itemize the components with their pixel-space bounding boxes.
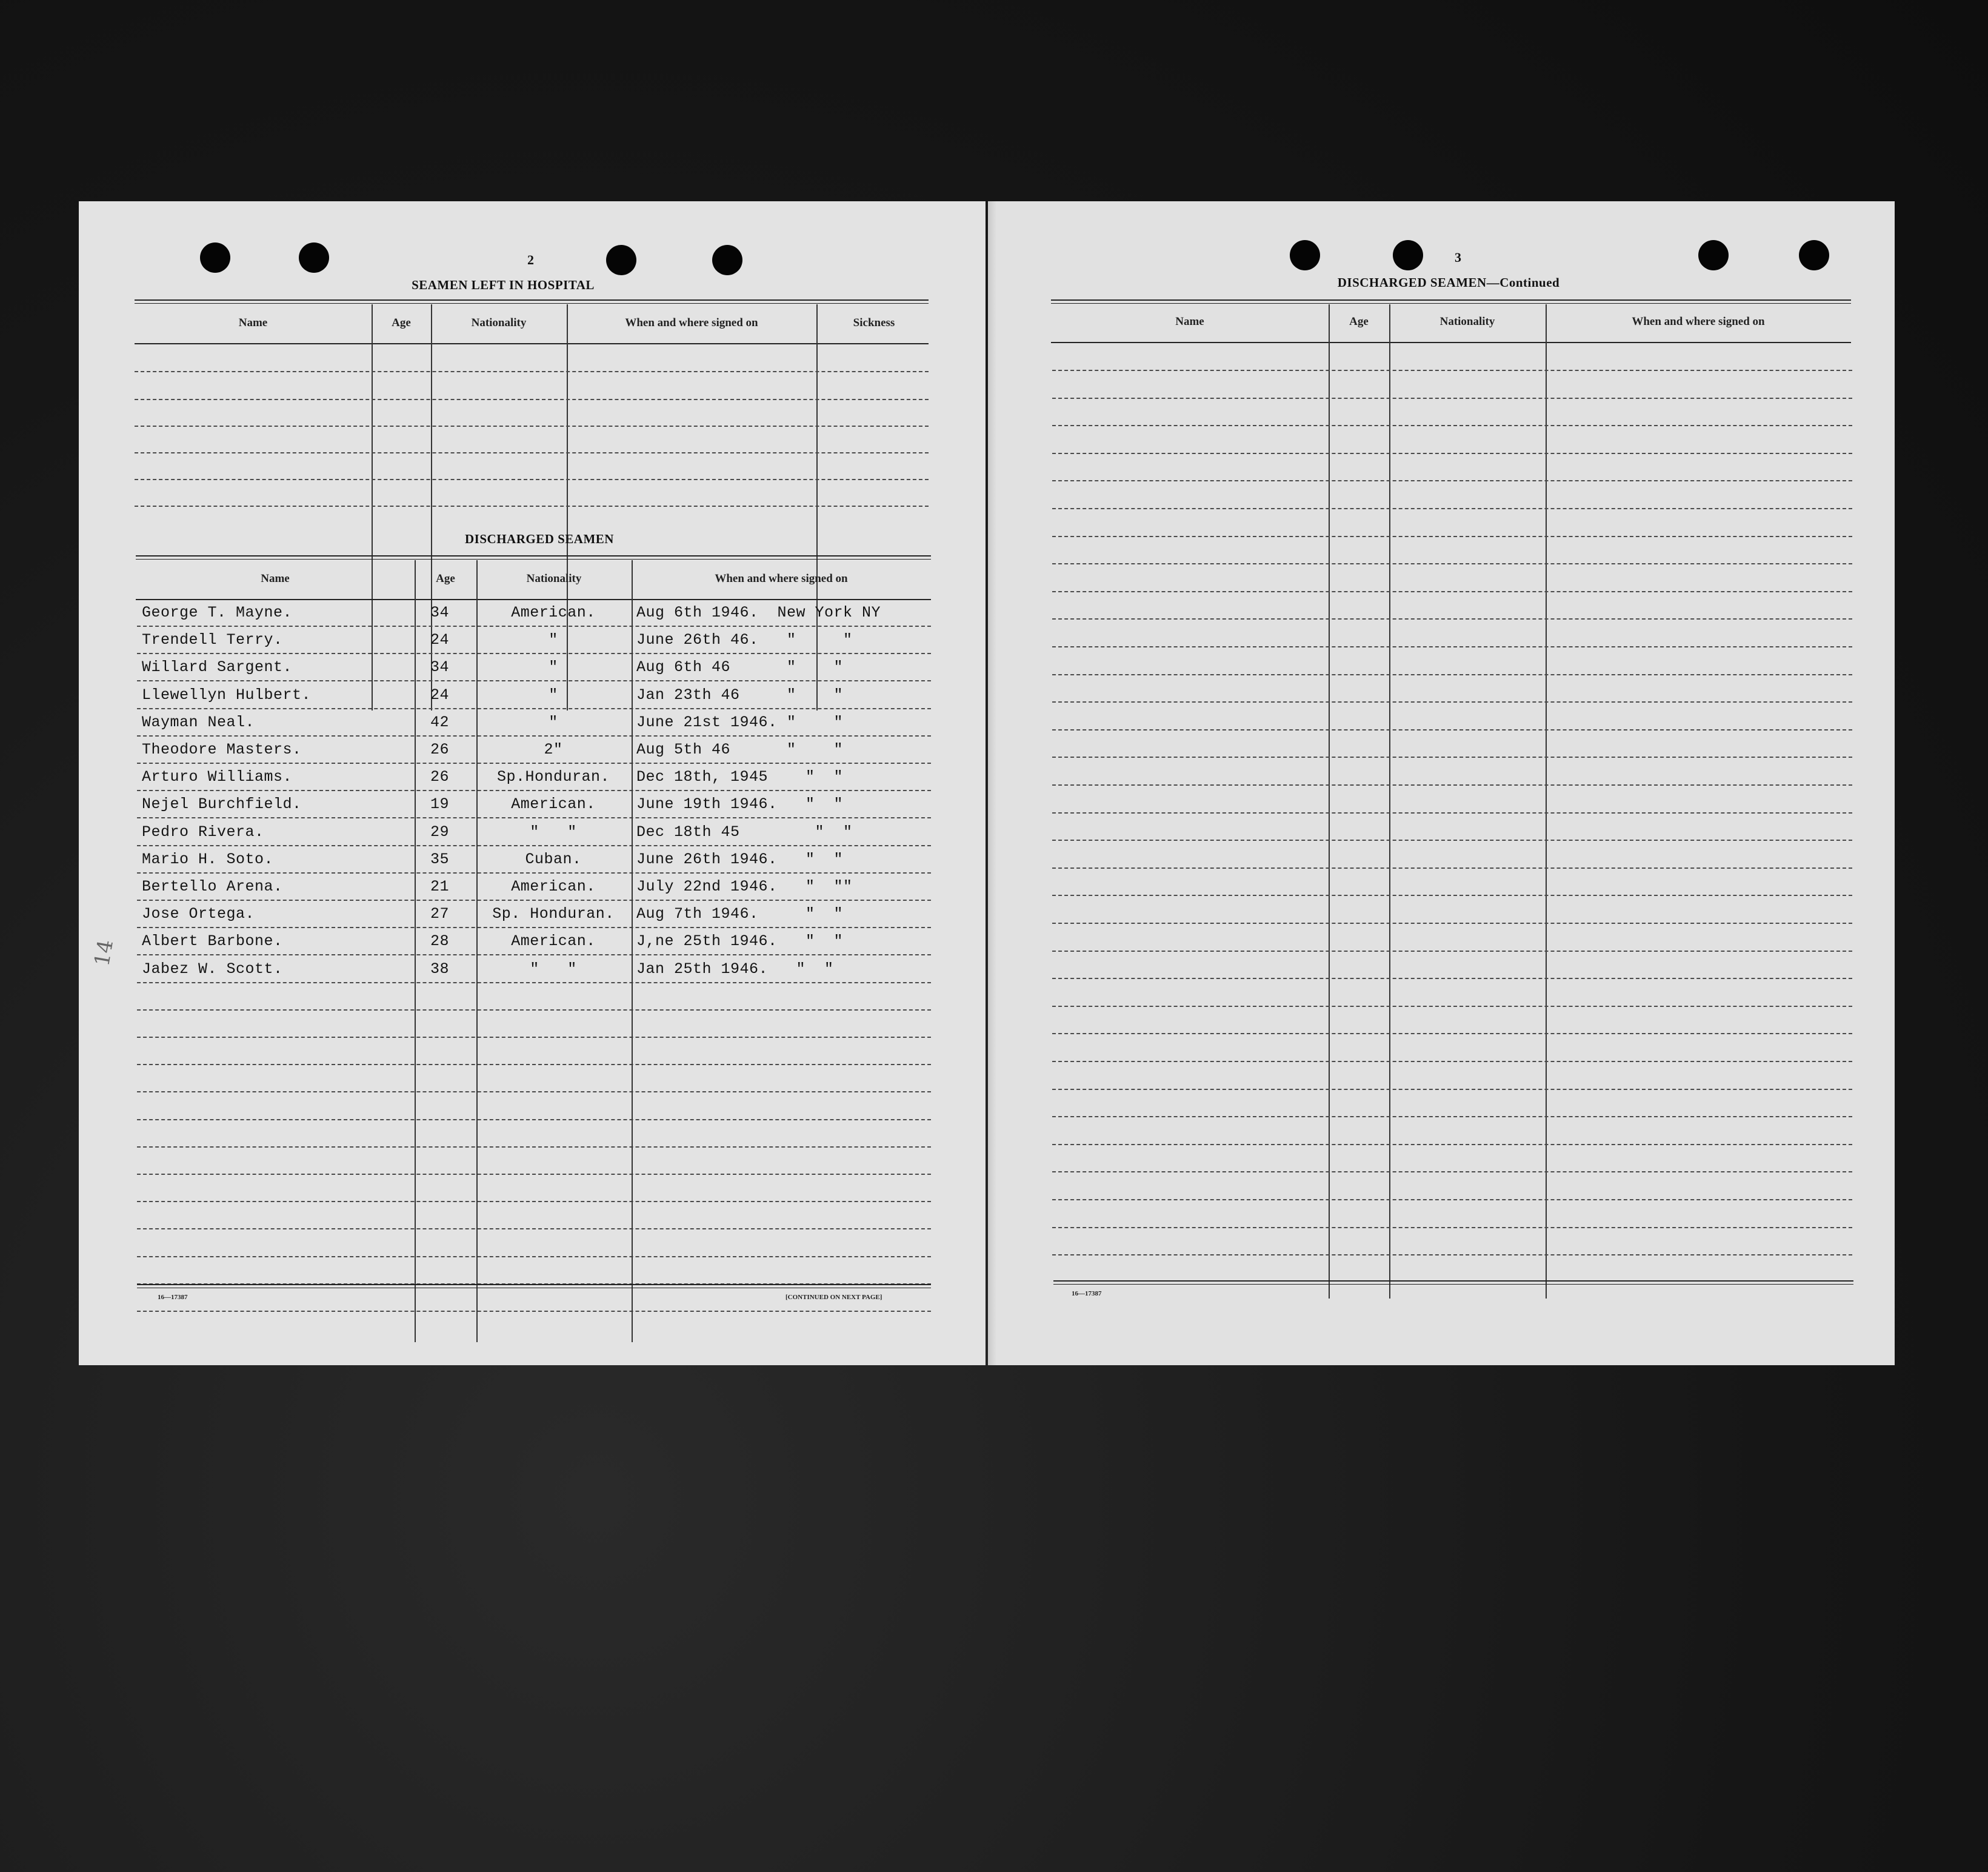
- table-row-line: [1052, 1199, 1852, 1200]
- table-row-line: [137, 1174, 931, 1175]
- table-row-line: [137, 790, 931, 791]
- table-cell-signed-on: Jan 23th 46 " ": [636, 686, 844, 704]
- table-cell-signed-on: June 26th 1946. " ": [636, 851, 844, 868]
- table-cell-nationality: Sp. Honduran.: [492, 905, 615, 923]
- discharged-section-title: DISCHARGED SEAMEN: [465, 532, 614, 546]
- right-page: [988, 201, 1895, 1365]
- table-cell-signed-on: Aug 6th 1946. New York NY: [636, 604, 881, 621]
- punch-hole: [606, 245, 636, 275]
- table-cell-signed-on: J,ne 25th 1946. " ": [636, 932, 844, 950]
- table-cell-signed-on: Jan 25th 1946. " ": [636, 960, 834, 978]
- punch-hole: [200, 242, 230, 273]
- punch-hole: [1393, 240, 1423, 270]
- table-cell-age: 38: [430, 960, 450, 978]
- table-cell-name: Wayman Neal.: [142, 714, 255, 731]
- table-row-line: [137, 1228, 931, 1229]
- table-row-line: [1052, 840, 1852, 841]
- table-row-line: [137, 763, 931, 764]
- punch-hole: [299, 242, 329, 273]
- table-cell-nationality: ": [549, 631, 558, 649]
- table-row-line: [1052, 1171, 1852, 1172]
- table-cell-name: Bertello Arena.: [142, 878, 283, 895]
- punch-hole: [712, 245, 742, 275]
- table-cell-nationality: ": [549, 658, 558, 676]
- column-header: Name: [1175, 315, 1204, 328]
- table-row-line: [137, 954, 931, 955]
- table-row-line: [137, 653, 931, 654]
- table-row-line: [1052, 591, 1852, 592]
- column-header: Age: [1349, 315, 1369, 328]
- table-row-line: [1052, 618, 1852, 620]
- table-cell-signed-on: June 21st 1946. " ": [636, 714, 844, 731]
- table-row-line: [1052, 398, 1852, 399]
- table-row-line: [1052, 674, 1852, 675]
- table-row-line: [137, 708, 931, 709]
- table-row-line: [137, 1091, 931, 1092]
- form-number: 16—17387: [1072, 1290, 1102, 1297]
- table-cell-age: 29: [430, 823, 450, 841]
- table-cell-name: Llewellyn Hulbert.: [142, 686, 312, 704]
- table-cell-nationality: " ": [530, 960, 577, 978]
- table-cell-age: 34: [430, 604, 450, 621]
- table-row-line: [1052, 1089, 1852, 1090]
- column-header: Nationality: [1439, 315, 1495, 328]
- table-row-line: [137, 1256, 931, 1257]
- table-cell-nationality: American.: [511, 795, 596, 813]
- table-row-line: [137, 1201, 931, 1202]
- column-header: When and where signed on: [715, 572, 848, 585]
- table-cell-signed-on: Aug 6th 46 " ": [636, 658, 844, 676]
- table-row-line: [137, 872, 931, 874]
- table-row-line: [1052, 370, 1852, 371]
- table-cell-name: Willard Sargent.: [142, 658, 293, 676]
- table-cell-age: 24: [430, 686, 450, 704]
- left-page: [79, 201, 986, 1365]
- table-row-line: [1052, 480, 1852, 481]
- column-header: Sickness: [853, 316, 895, 329]
- table-cell-age: 34: [430, 658, 450, 676]
- table-cell-name: Jose Ortega.: [142, 905, 255, 923]
- column-header: When and where signed on: [625, 316, 758, 329]
- continued-section-title: DISCHARGED SEAMEN—Continued: [1337, 275, 1560, 290]
- table-cell-age: 21: [430, 878, 450, 895]
- table-cell-signed-on: July 22nd 1946. " "": [636, 878, 853, 895]
- column-header: Name: [261, 572, 290, 585]
- table-cell-signed-on: June 19th 1946. " ": [636, 795, 844, 813]
- table-row-line: [1052, 1116, 1852, 1117]
- form-number: 16—17387: [158, 1294, 188, 1301]
- table-row-line: [1052, 729, 1852, 730]
- table-cell-name: Trendell Terry.: [142, 631, 283, 649]
- column-header: Name: [238, 316, 268, 329]
- table-cell-nationality: Cuban.: [525, 851, 582, 868]
- table-cell-age: 26: [430, 768, 450, 786]
- continued-note: [CONTINUED ON NEXT PAGE]: [786, 1294, 882, 1301]
- table-row-line: [1052, 923, 1852, 924]
- table-row-line: [1052, 646, 1852, 647]
- table-row-line: [1052, 536, 1852, 537]
- table-cell-signed-on: Aug 7th 1946. " ": [636, 905, 844, 923]
- table-row-line: [137, 1009, 931, 1011]
- table-cell-nationality: " ": [530, 823, 577, 841]
- punch-hole: [1799, 240, 1829, 270]
- handwritten-margin-note: 14: [90, 938, 119, 968]
- table-row-line: [1052, 1144, 1852, 1145]
- table-cell-nationality: Sp.Honduran.: [496, 768, 610, 786]
- table-cell-age: 42: [430, 714, 450, 731]
- table-cell-name: Arturo Williams.: [142, 768, 293, 786]
- table-row-line: [1052, 978, 1852, 979]
- table-row-line: [1052, 453, 1852, 454]
- table-cell-name: Mario H. Soto.: [142, 851, 274, 868]
- table-cell-name: Pedro Rivera.: [142, 823, 264, 841]
- table-cell-nationality: American.: [511, 932, 596, 950]
- column-header: Nationality: [471, 316, 527, 329]
- column-header: Age: [392, 316, 411, 329]
- table-row-line: [1052, 784, 1852, 786]
- table-row-line: [1052, 867, 1852, 869]
- table-row-line: [137, 1146, 931, 1148]
- table-cell-signed-on: Dec 18th, 1945 " ": [636, 768, 844, 786]
- table-cell-nationality: American.: [511, 878, 596, 895]
- table-row-line: [1052, 1254, 1852, 1255]
- table-row-line: [1052, 563, 1852, 564]
- table-row-line: [1052, 757, 1852, 758]
- table-row-line: [137, 680, 931, 681]
- column-header: When and where signed on: [1632, 315, 1765, 328]
- table-row-line: [137, 1064, 931, 1065]
- table-cell-name: Nejel Burchfield.: [142, 795, 302, 813]
- table-cell-name: Theodore Masters.: [142, 741, 302, 758]
- table-row-line: [1052, 425, 1852, 426]
- punch-hole: [1698, 240, 1729, 270]
- table-row-line: [1052, 812, 1852, 814]
- table-cell-nationality: American.: [511, 604, 596, 621]
- table-row-line: [137, 845, 931, 846]
- page-number: 2: [527, 252, 534, 267]
- table-cell-signed-on: June 26th 46. " ": [636, 631, 853, 649]
- table-row-line: [1052, 701, 1852, 703]
- table-cell-age: 24: [430, 631, 450, 649]
- table-row-line: [1052, 1006, 1852, 1007]
- table-cell-name: George T. Mayne.: [142, 604, 293, 621]
- table-row-line: [137, 900, 931, 901]
- column-header: Age: [436, 572, 455, 585]
- table-row-line: [137, 982, 931, 983]
- table-cell-name: Albert Barbone.: [142, 932, 283, 950]
- table-row-line: [1052, 1061, 1852, 1062]
- table-cell-signed-on: Dec 18th 45 " ": [636, 823, 853, 841]
- table-cell-age: 19: [430, 795, 450, 813]
- table-row-line: [1052, 951, 1852, 952]
- table-row-line: [137, 1119, 931, 1120]
- table-cell-signed-on: Aug 5th 46 " ": [636, 741, 844, 758]
- table-cell-age: 28: [430, 932, 450, 950]
- table-cell-age: 26: [430, 741, 450, 758]
- table-row-line: [137, 626, 931, 627]
- punch-hole: [1290, 240, 1320, 270]
- table-row-line: [137, 1311, 931, 1312]
- table-cell-age: 27: [430, 905, 450, 923]
- table-cell-nationality: 2": [544, 741, 563, 758]
- table-cell-nationality: ": [549, 714, 558, 731]
- page-number: 3: [1455, 250, 1461, 265]
- table-row-line: [137, 735, 931, 737]
- table-row-line: [137, 817, 931, 818]
- table-row-line: [1052, 1033, 1852, 1034]
- table-row-line: [1052, 1227, 1852, 1228]
- table-row-line: [1052, 508, 1852, 509]
- table-row-line: [137, 927, 931, 928]
- column-header: Nationality: [526, 572, 582, 585]
- hospital-section-title: SEAMEN LEFT IN HOSPITAL: [412, 278, 595, 292]
- table-row-line: [1052, 895, 1852, 896]
- table-row-line: [137, 1037, 931, 1038]
- table-cell-age: 35: [430, 851, 450, 868]
- table-cell-nationality: ": [549, 686, 558, 704]
- table-cell-name: Jabez W. Scott.: [142, 960, 283, 978]
